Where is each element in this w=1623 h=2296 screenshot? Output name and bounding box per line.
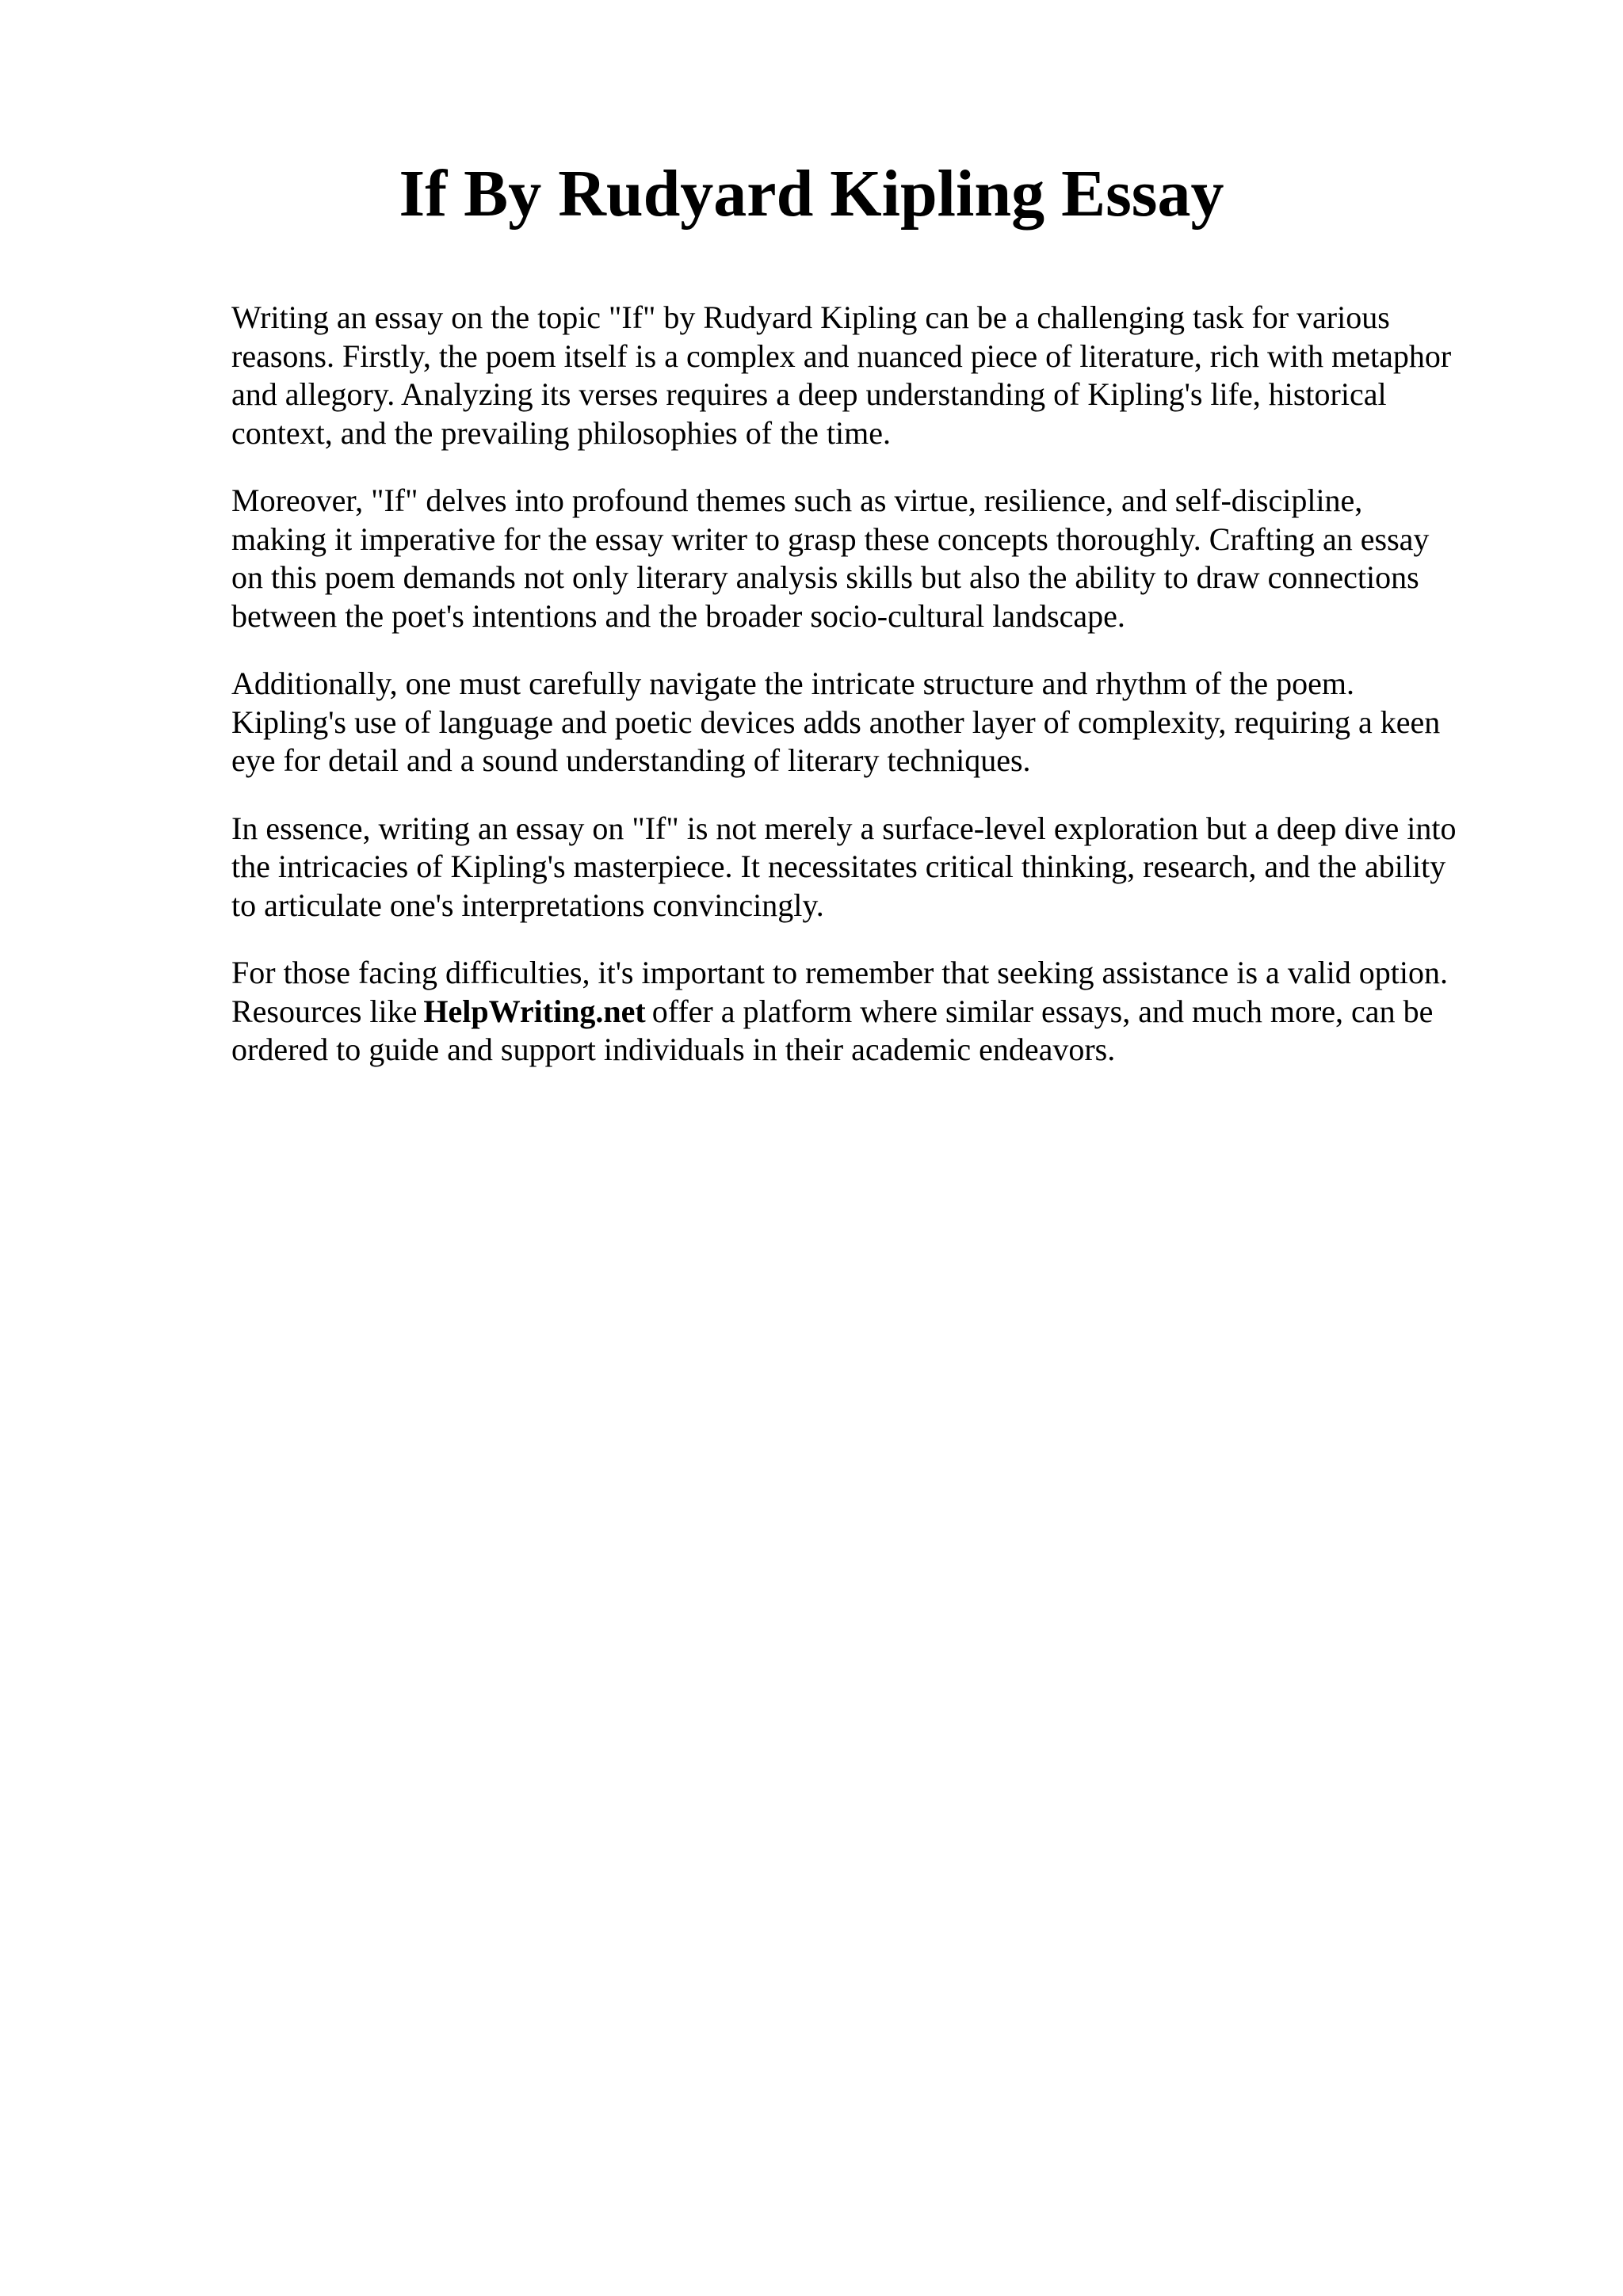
- text-line: In essence, writing an essay on "If" is not merely a surface-level exploration but a deep dive into: [231, 810, 1457, 846]
- text-line: Moreover, "If" delves into profound themes such as virtue, resilience, and self-discipline,: [231, 482, 1363, 518]
- paragraph-4: [231, 810, 1515, 925]
- text-line: Writing an essay on the topic "If" by Rudyard Kipling can be a challenging task for various: [231, 299, 1390, 335]
- text-line: eye for detail and a sound understanding of literary techniques.: [231, 742, 1031, 778]
- text-line: reasons. Firstly, the poem itself is a complex and nuanced piece of literature, rich with metaphor: [231, 338, 1452, 374]
- text-line-with-link: [231, 993, 1515, 1032]
- link-suffix-text: offer a platform where similar essays, and much more, can be: [651, 993, 1434, 1029]
- text-line: For those facing difficulties, it's important to remember that seeking assistance is a valid option.: [231, 955, 1449, 990]
- paragraph-3: [231, 665, 1515, 780]
- text-line: on this poem demands not only literary analysis skills but also the ability to draw connections: [231, 559, 1419, 595]
- text-line: context, and the prevailing philosophies of the time.: [231, 414, 892, 451]
- text-line: Kipling's use of language and poetic devices adds another layer of complexity, requiring a keen: [231, 704, 1441, 740]
- text-line: Additionally, one must carefully navigate the intricate structure and rhythm of the poem.: [231, 666, 1354, 701]
- text-line: ordered to guide and support individuals in their academic endeavors.: [231, 1032, 1116, 1067]
- essay-body: [231, 299, 1515, 1099]
- page-title: If By Rudyard Kipling Essay: [399, 157, 1224, 231]
- helpwriting-link[interactable]: HelpWriting.net: [423, 993, 646, 1029]
- text-line: between the poet's intentions and the broader socio-cultural landscape.: [231, 597, 1125, 634]
- paragraph-1: [231, 299, 1515, 452]
- text-line: making it imperative for the essay writer to grasp these concepts thoroughly. Crafting an essay: [231, 521, 1430, 557]
- link-prefix-text: Resources like: [231, 993, 418, 1029]
- text-line: to articulate one's interpretations convincingly.: [231, 887, 824, 923]
- paragraph-2: [231, 482, 1515, 635]
- text-line: and allegory. Analyzing its verses requires a deep understanding of Kipling's life, historical: [231, 376, 1387, 412]
- paragraph-5: [231, 954, 1515, 1070]
- text-line: the intricacies of Kipling's masterpiece. It necessitates critical thinking, research, and the ability: [231, 849, 1446, 884]
